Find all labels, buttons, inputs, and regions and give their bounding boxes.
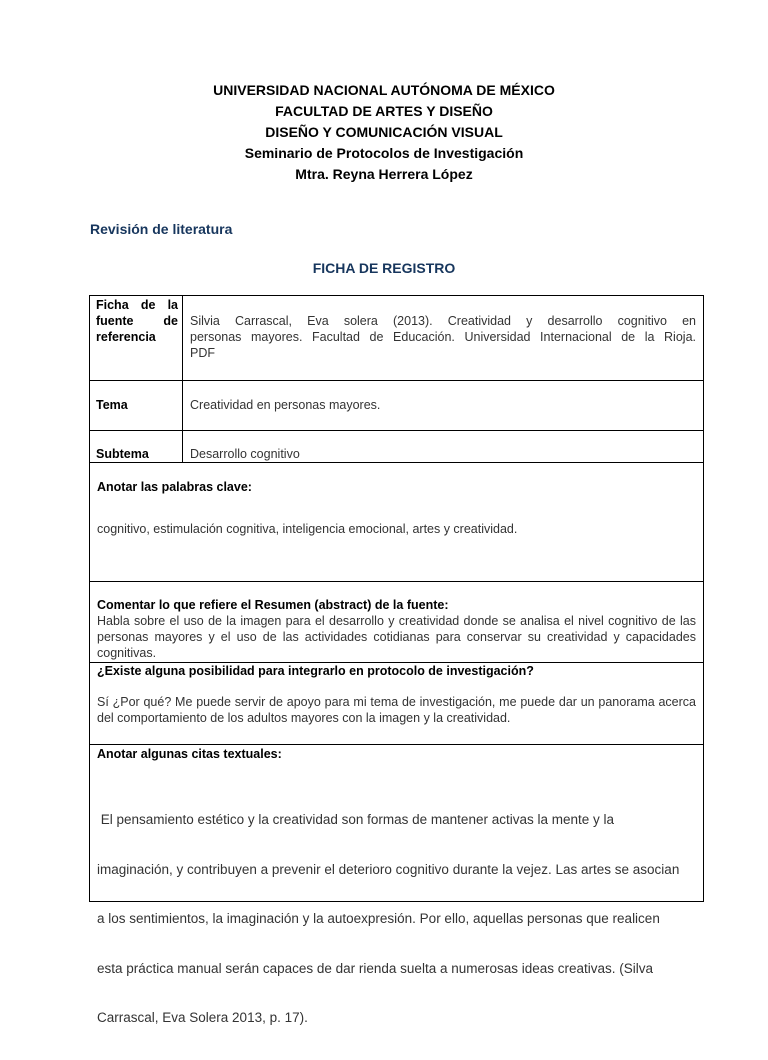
cita-line: a los sentimientos, la imaginación y la autoexpresión. Por ello, aquellas personas que realicen (97, 911, 660, 926)
subtema-label: Subtema (90, 431, 183, 462)
fuente-label (90, 296, 183, 380)
palabras-clave-label: Anotar las palabras clave: (97, 480, 252, 494)
resumen-cell (90, 582, 703, 661)
row-tema (90, 380, 703, 430)
posibilidad-cell (90, 663, 703, 726)
row-fuente (90, 296, 703, 380)
fuente-label-line: fuente de (96, 314, 178, 328)
fuente-label-line: referencia (96, 330, 156, 344)
ficha-title: FICHA DE REGISTRO (312, 260, 456, 276)
row-subtema (90, 430, 703, 462)
resumen-value: Habla sobre el uso de la imagen para el desarrollo y creatividad donde se analisa el nivel cognitivo de las personas mayores y el uso de las actividades cotidianas para conservar su creatividad y capacidades cognitivas. (97, 614, 696, 660)
row-citas (90, 744, 703, 1025)
fuente-value-line: Silvia Carrascal, Eva solera (2013). Creatividad y desarrollo cognitivo en (190, 314, 696, 328)
citas-value (97, 779, 696, 1060)
faculty-name: FACULTAD DE ARTES Y DISEÑO (275, 103, 493, 119)
cita-line: Carrascal, Eva Solera 2013, p. 17). (97, 1010, 308, 1025)
registration-sheet (89, 295, 704, 1025)
resumen-label: Comentar lo que refiere el Resumen (abstract) de la fuente: (97, 598, 449, 612)
posibilidad-label: ¿Existe alguna posibilidad para integrarlo en protocolo de investigación? (97, 664, 534, 678)
citas-cell (90, 745, 703, 1060)
teacher-name: Mtra. Reyna Herrera López (295, 166, 473, 182)
tema-value: Creatividad en personas mayores. (190, 398, 381, 412)
section-title: Revisión de literatura (90, 221, 233, 237)
row-resumen (90, 581, 703, 662)
document-header (0, 80, 768, 185)
posibilidad-value: Sí ¿Por qué? Me puede servir de apoyo para mi tema de investigación, me puede dar un panorama acerca del comportamiento de los adultos mayores con la imagen y la creatividad. (97, 695, 696, 725)
palabras-clave-cell (90, 463, 703, 537)
palabras-clave-value: cognitivo, estimulación cognitiva, inteligencia emocional, artes y creatividad. (97, 522, 518, 536)
cita-line: esta práctica manual serán capaces de dar rienda suelta a numerosas ideas creativas. (Silva (97, 960, 654, 976)
tema-label: Tema (90, 381, 183, 430)
course-name: Seminario de Protocolos de Investigación (244, 145, 524, 161)
row-posibilidad (90, 662, 703, 744)
cita-line: imaginación, y contribuyen a prevenir el deterioro cognitivo durante la vejez. Las artes se asocian (97, 861, 680, 877)
row-palabras-clave (90, 462, 703, 581)
program-name: DISEÑO Y COMUNICACIÓN VISUAL (265, 124, 503, 140)
university-name: UNIVERSIDAD NACIONAL AUTÓNOMA DE MÉXICO (213, 82, 555, 98)
fuente-value-line: PDF (190, 346, 215, 360)
subtema-value: Desarrollo cognitivo (190, 447, 300, 461)
fuente-label-line: Ficha de la (96, 298, 178, 312)
cita-line: El pensamiento estético y la creatividad son formas de mantener activas la mente y la (97, 812, 615, 827)
fuente-value (183, 296, 703, 380)
citas-label: Anotar algunas citas textuales: (97, 747, 282, 761)
fuente-value-line: personas mayores. Facultad de Educación. Universidad Internacional de la Rioja. (190, 330, 696, 344)
